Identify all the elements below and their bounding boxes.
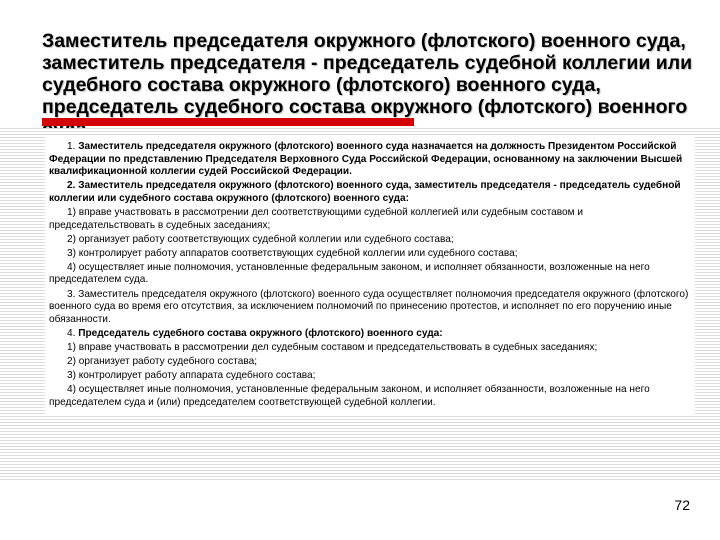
paragraph-8-number: 4.: [67, 327, 79, 339]
paragraph-1-number: 1.: [67, 141, 79, 152]
paragraph-3: 1) вправе участвовать в рассмотрении дел соответствующими судебной коллегией или судебным составом и председательствовать в судебных заседаниях;: [49, 206, 583, 231]
text-body: [45, 137, 695, 415]
paragraph-9: 1) вправе участвовать в рассмотрении дел судебным составом и председательствовать в судебных заседаниях;: [67, 341, 598, 353]
slide-title: Заместитель председателя окружного (флотского) военного суда, заместитель председателя - председатель судебной коллегии или судебного состава окружного (флотского) военного суда, председатель судебного состава окружного (флотского) военного: [42, 30, 693, 118]
page-number: 72: [674, 497, 690, 513]
paragraph-10: 2) организует работу судебного состава;: [67, 356, 258, 367]
title-underline-bar: [42, 118, 414, 126]
paragraph-12: 4) осуществляет иные полномочия, установленные федеральным законом, и исполняет обязанности, возложенные на него председателем суда и (или) председателем соответствующей судебной коллегии.: [49, 384, 650, 408]
paragraph-5: 3) контролирует работу аппаратов соответствующих судебной коллегии или судебного состава;: [67, 247, 518, 259]
paragraph-6: 4) осуществляет иные полномочия, установленные федеральным законом, и исполняет обязанности, возложенные на него председателем суда.: [49, 261, 650, 286]
paragraph-2: 2. Заместитель председателя окружного (флотского) военного суда, заместитель председателя - председатель судебной коллегии или судебного состава окружного (флотского) военного суда:: [49, 180, 681, 204]
paragraph-11: 3) контролирует работу аппарата судебного состава;: [67, 370, 316, 382]
paragraph-1: [49, 141, 691, 179]
paragraph-8: [49, 328, 691, 341]
paragraph-8-text: Председатель судебного состава окружного (флотского) военного суда:: [78, 327, 443, 339]
paragraph-1-text: Заместитель председателя окружного (флотского) военного суда назначается на должность Президентом Российской Федерации по представлению Председателя Верховного Суда Российской Федерации, основанному на заключении Высшей квалификационной коллегии судей Российской Федерации.: [49, 141, 683, 178]
paragraph-7: 3. Заместитель председателя окружного (флотского) военного суда осуществляет полномочия председателя окружного (флотского) военного суда во время его отсутствия, за исключением полномочий по принесению протестов, и исполняет по его поручению иные обязанности.: [49, 288, 689, 325]
paragraph-4: 2) организует работу соответствующих судебной коллегии или судебного состава;: [67, 233, 454, 245]
